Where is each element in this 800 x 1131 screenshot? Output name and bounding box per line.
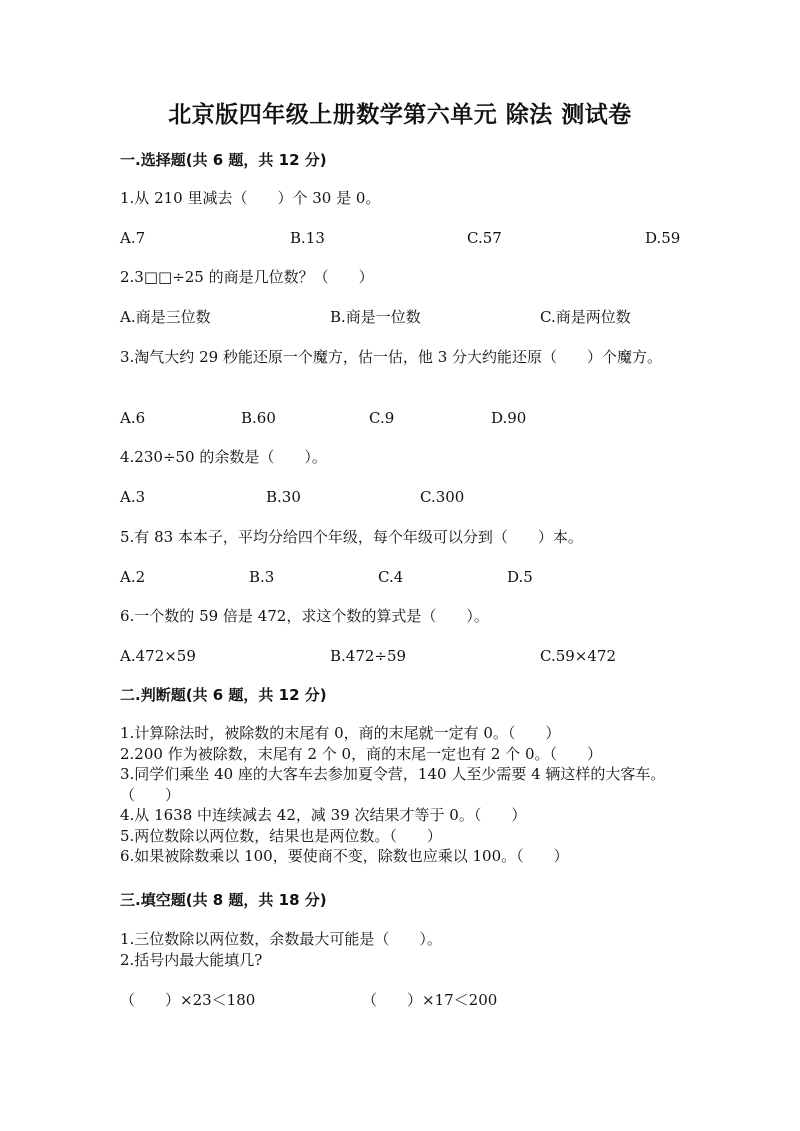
option-1c: C.57 [467, 229, 502, 247]
option-4a: A.3 [120, 488, 146, 506]
judgement-item-4: 4.从 1638 中连续减去 42，减 39 次结果才等于 0。（ ） [120, 806, 527, 824]
blank-expression-2: （ ）×17＜200 [362, 991, 498, 1009]
question-1: 1.从 210 里减去（ ）个 30 是 0。 [120, 189, 381, 207]
section-heading-fill-blank: 三.填空题(共 8 题，共 18 分) [120, 891, 327, 909]
option-1b: B.13 [290, 229, 325, 247]
judgement-item-1: 1.计算除法时，被除数的末尾有 0，商的末尾就一定有 0。（ ） [120, 724, 561, 742]
option-4b: B.30 [266, 488, 301, 506]
option-5d: D.5 [507, 568, 533, 586]
judgement-item-6: 6.如果被除数乘以 100，要使商不变，除数也应乘以 100。（ ） [120, 847, 569, 865]
option-2b: B.商是一位数 [330, 308, 421, 326]
option-1a: A.7 [120, 229, 146, 247]
fill-blank-item-2: 2.括号内最大能填几? [120, 950, 263, 969]
option-5a: A.2 [120, 568, 146, 586]
fill-blank-item-1: 1.三位数除以两位数，余数最大可能是（ ）。 [120, 930, 442, 948]
option-6a: A.472×59 [120, 647, 196, 665]
judgement-item-2: 2.200 作为被除数，末尾有 2 个 0，商的末尾一定也有 2 个 0。（ ） [120, 744, 602, 763]
option-5b: B.3 [249, 568, 275, 586]
question-2: 2.3□□÷25 的商是几位数？（ ） [120, 268, 374, 286]
option-3a: A.6 [120, 409, 146, 427]
option-6c: C.59×472 [540, 647, 616, 665]
blank-expression-1: （ ）×23＜180 [120, 991, 256, 1009]
section-heading-judgement: 二.判断题(共 6 题，共 12 分) [120, 686, 327, 704]
judgement-item-5: 5.两位数除以两位数，结果也是两位数。（ ） [120, 826, 442, 845]
option-2c: C.商是两位数 [540, 308, 631, 326]
option-2a: A.商是三位数 [120, 308, 211, 326]
option-1d: D.59 [645, 229, 681, 247]
page-title: 北京版四年级上册数学第六单元 除法 测试卷 [168, 102, 632, 128]
option-3b: B.60 [241, 409, 276, 427]
question-5: 5.有 83 本本子，平均分给四个年级，每个年级可以分到（ ）本。 [120, 528, 583, 546]
fill-blank-list [120, 929, 680, 970]
option-3c: C.9 [369, 409, 395, 427]
question-3: 3.淘气大约 29 秒能还原一个魔方，估一估，他 3 分大约能还原（ ）个魔方。 [120, 348, 663, 366]
section-heading-choice: 一.选择题(共 6 题，共 12 分) [120, 151, 327, 169]
option-5c: C.4 [378, 568, 404, 586]
option-3d: D.90 [491, 409, 527, 427]
option-6b: B.472÷59 [330, 647, 407, 665]
judgement-item-3: 3.同学们乘坐 40 座的大客车去参加夏令营，140 人至少需要 4 辆这样的大客车。（ ） [120, 765, 666, 804]
judgement-list [120, 723, 680, 867]
option-4c: C.300 [420, 488, 465, 506]
question-4: 4.230÷50 的余数是（ ）。 [120, 448, 327, 466]
question-6: 6.一个数的 59 倍是 472，求这个数的算式是（ ）。 [120, 607, 489, 625]
